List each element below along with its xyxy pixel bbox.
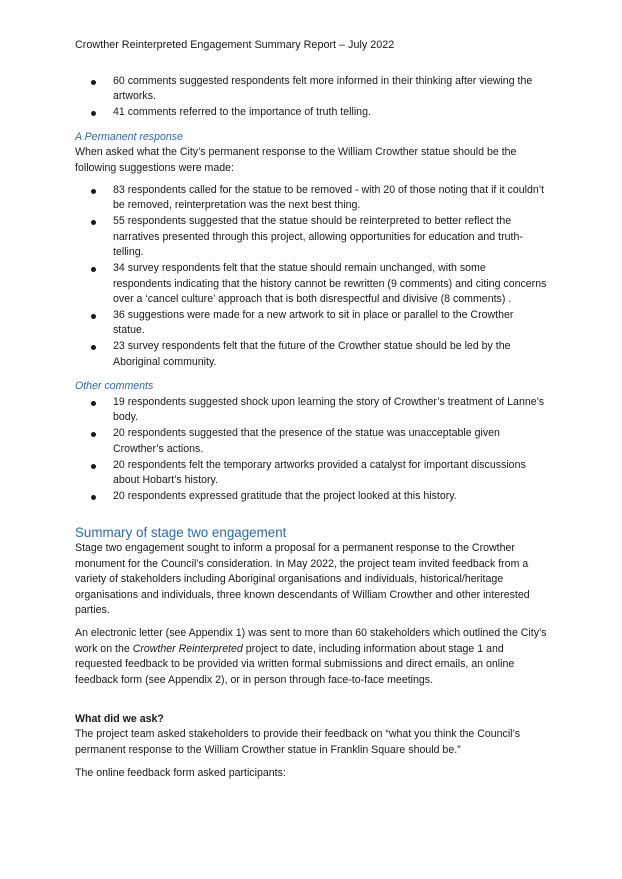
heading-what-did-we-ask: What did we ask? <box>75 712 164 725</box>
list-item: 20 respondents expressed gratitude that the project looked at this history. <box>75 489 547 504</box>
bullet-list-top <box>75 74 547 121</box>
list-item: 20 respondents felt the temporary artworks provided a catalyst for important discussions about Hobart’s history. <box>75 458 547 489</box>
bullet-icon <box>91 189 96 194</box>
list-item: 36 suggestions were made for a new artwork to sit in place or parallel to the Crowther statue. <box>75 308 547 339</box>
list-item: 19 respondents suggested shock upon learning the story of Crowther’s treatment of Lanne’s body. <box>75 395 547 426</box>
list-item: 34 survey respondents felt that the statue should remain unchanged, with some respondents indicating that the history cannot be rewritten (9 comments) and citing concerns over a ‘cancel culture’ approach that is both disrespectful and divisive (8 comments) . <box>75 261 547 307</box>
section-title-stage-two: Summary of stage two engagement <box>75 525 287 541</box>
bullet-icon <box>91 220 96 225</box>
bullet-icon <box>91 495 96 500</box>
list-item: 23 survey respondents felt that the future of the Crowther statue should be led by the Aboriginal community. <box>75 339 547 370</box>
stage-two-paragraph-1: Stage two engagement sought to inform a proposal for a permanent response to the Crowther monument for the Council’s consideration. In May 2022, the project team invited feedback from a variety of stakeholders including Aboriginal organisations and individuals, historical/heritage organisations and individuals, three known descendants of William Crowther and other interested parties. <box>75 542 530 616</box>
page-header: Crowther Reinterpreted Engagement Summary Report – July 2022 <box>75 39 395 51</box>
stage-two-paragraph-2: An electronic letter (see Appendix 1) was sent to more than 60 stakeholders which outlined the City’s work on the Crowther Reinterpreted project to date, including information about stage 1 and requested feedback to be provided via written formal submissions and direct emails, an online feedback form (see Appendix 2), or in person through face-to-face meetings. <box>75 627 547 686</box>
list-item: 60 comments suggested respondents felt more informed in their thinking after viewing the artworks. <box>75 74 547 105</box>
bullet-icon <box>91 464 96 469</box>
subheading-other-comments: Other comments <box>75 380 154 393</box>
subheading-permanent-response: A Permanent response <box>75 130 183 143</box>
list-item: 20 respondents suggested that the presence of the statue was unacceptable given Crowther’s actions. <box>75 426 547 457</box>
bullet-icon <box>91 432 96 437</box>
ask-paragraph-1: The project team asked stakeholders to provide their feedback on “what you think the Council’s permanent response to the William Crowther statue in Franklin Square should be.” <box>75 728 520 756</box>
bullet-list-other <box>75 395 547 505</box>
bullet-icon <box>91 401 96 406</box>
permanent-intro: When asked what the City’s permanent response to the William Crowther statue should be the following suggestions were made: <box>75 146 517 174</box>
ask-paragraph-2: The online feedback form asked participants: <box>75 767 286 780</box>
bullet-list-permanent <box>75 183 547 370</box>
list-item: 41 comments referred to the importance of truth telling. <box>75 105 547 120</box>
bullet-icon <box>91 80 96 85</box>
bullet-icon <box>91 111 96 116</box>
list-item: 55 respondents suggested that the statue should be reinterpreted to better reflect the narratives presented through this project, allowing opportunities for education and truth-telling. <box>75 214 547 260</box>
list-item: 83 respondents called for the statue to be removed - with 20 of those noting that if it couldn’t be removed, reinterpretation was the next best thing. <box>75 183 547 214</box>
bullet-icon <box>91 345 96 350</box>
page-content <box>75 74 547 782</box>
bullet-icon <box>91 267 96 272</box>
bullet-icon <box>91 314 96 319</box>
